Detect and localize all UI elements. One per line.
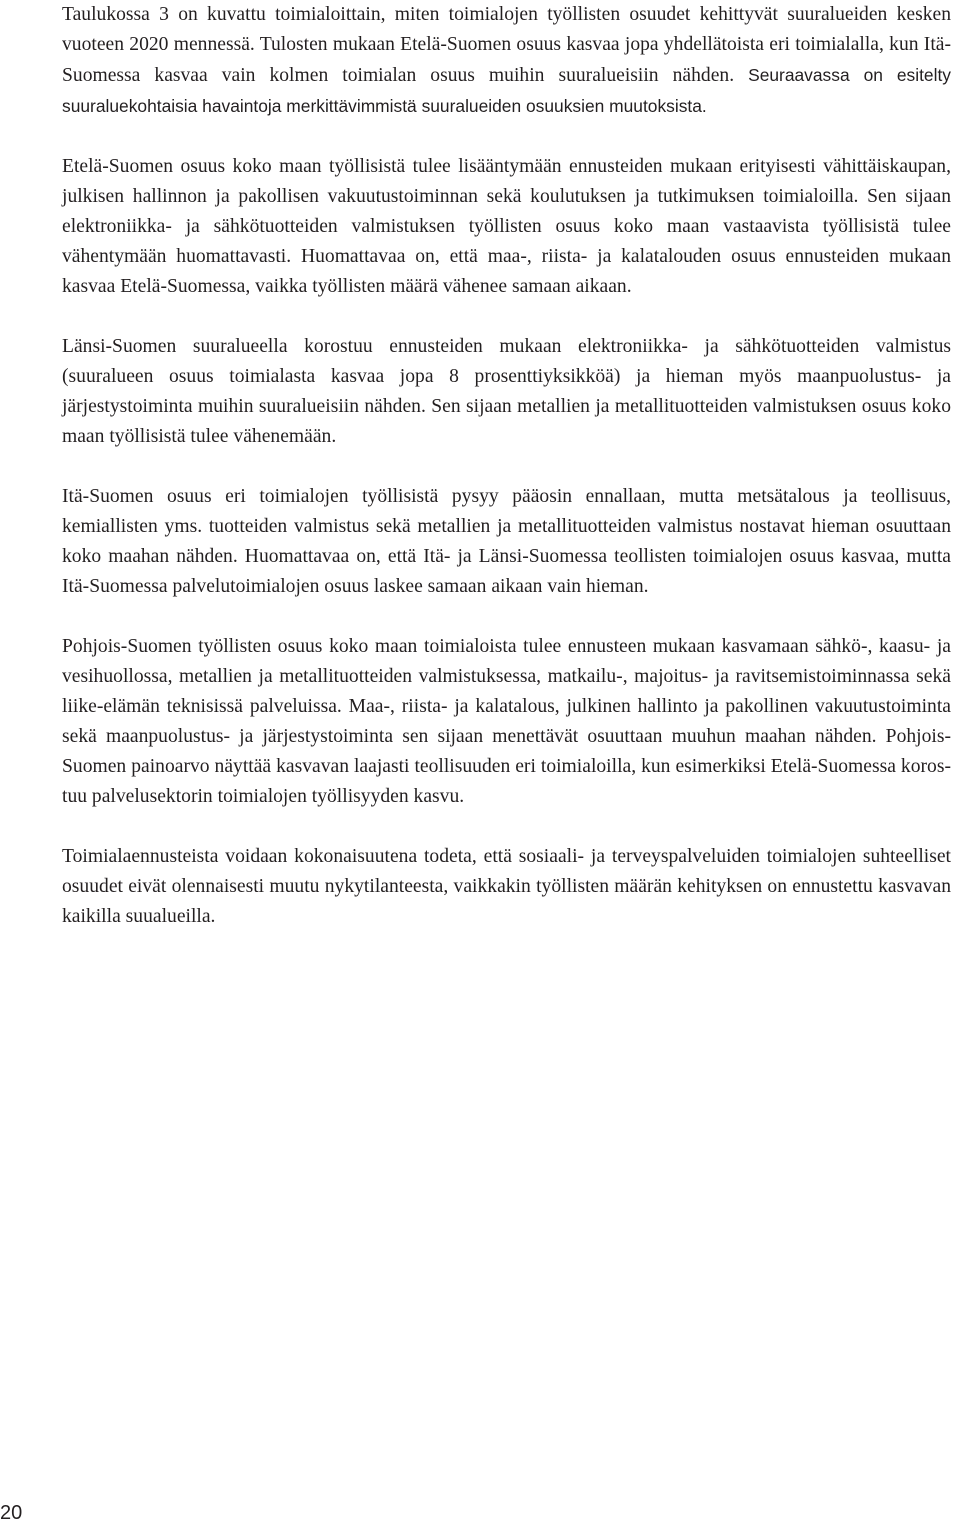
- page-number: 20: [0, 1502, 23, 1524]
- paragraph-pohjois-suomi: Pohjois-Suomen työllisten osuus koko maan toimialoista tulee ennusteen mukaan kasvamaan sähkö-, kaasu- ja vesihuollossa, metallien ja metallituotteiden valmistuksessa, matkailu-, majoitus- ja ravitsemistoiminnassa sekä liike-elämän teknisissä palveluissa. Maa-, riista- ja kalatalous, julkinen hallinto ja pakollinen vakuutustoiminta sekä maanpuolustus- ja järjestystoiminta sen sijaan menettävät osuuttaan muuhun maahan nähden. Pohjois-Suomen painoarvo näyttää kasvavan laajasti teollisuuden eri toimialoilla, kun esimerkiksi Etelä-Suomessa korostuu palvelusektorin toimialojen työllisyyden kasvu.: [62, 636, 951, 807]
- paragraph-lansi-suomi: Länsi-Suomen suuralueella korostuu ennusteiden mukaan elektroniikka- ja sähkötuotteiden valmistus (suuralueen osuus toimialasta kasvaa jopa 8 prosenttiyksikköä) ja hieman myös maanpuolustus- ja järjestystoiminta muihin suuralueisiin nähden. Sen sijaan metallien ja metallituotteiden valmistuksen osuus koko maan työllisistä tulee vähenemään.: [62, 336, 951, 447]
- paragraph-etela-suomi: Etelä-Suomen osuus koko maan työllisistä tulee lisääntymään ennusteiden mukaan erityisesti vähittäiskaupan, julkisen hallinnon ja pakollisen vakuutustoiminnan sekä koulutuksen ja tutkimuksen toimialoilla. Sen sijaan elektroniikka- ja sähkötuotteiden valmistuksen työllisten osuus koko maan vastaavista työllisistä tulee vähentymään huomattavasti. Huomattavaa on, että maa-, riista- ja kalatalouden osuus ennusteiden mukaan kasvaa Etelä-Suomessa, vaikka työllisten määrä vähenee samaan aikaan.: [62, 156, 951, 297]
- paragraph-intro-sans: Seuraavassa on esitelty suuraluekohtaisia havaintoja merkittävimmistä suuralueiden osuuksien muutoksista.: [62, 65, 951, 116]
- paragraph-ita-suomi: Itä-Suomen osuus eri toimialojen työllisistä pysyy pääosin ennallaan, mutta metsätalous ja teollisuus, kemiallisten yms. tuotteiden valmistus sekä metallien ja metallituotteiden valmistus nostavat hieman osuuttaan koko maahan nähden. Huomattavaa on, että Itä- ja Länsi-Suomessa teollisten toimialojen osuus kasvaa, mutta Itä-Suomessa palvelutoimialojen osuus laskee samaan aikaan vain hieman.: [62, 486, 951, 597]
- paragraph-intro-serif: Taulukossa 3 on kuvattu toimialoittain, miten toimialojen työllisten osuudet kehittyvät suuralueiden kesken vuoteen 2020 mennessä. Tulosten mukaan Etelä-Suomen osuus kasvaa jopa yhdellätoista eri toimialalla, kun Itä-Suomessa kasvaa vain kolmen toimialan osuus muihin suuralueisiin nähden.: [62, 4, 951, 86]
- document-body: [62, 0, 951, 962]
- paragraph-intro: [62, 0, 951, 122]
- paragraph-summary: Toimialaennusteista voidaan kokonaisuutena todeta, että sosiaali- ja terveyspalveluiden toimialojen suhteelliset osuudet eivät olennaisesti muutu nykytilanteesta, vaikkakin työllisten määrän kehityksen on ennustettu kasvavan kaikilla suualueilla.: [62, 846, 951, 927]
